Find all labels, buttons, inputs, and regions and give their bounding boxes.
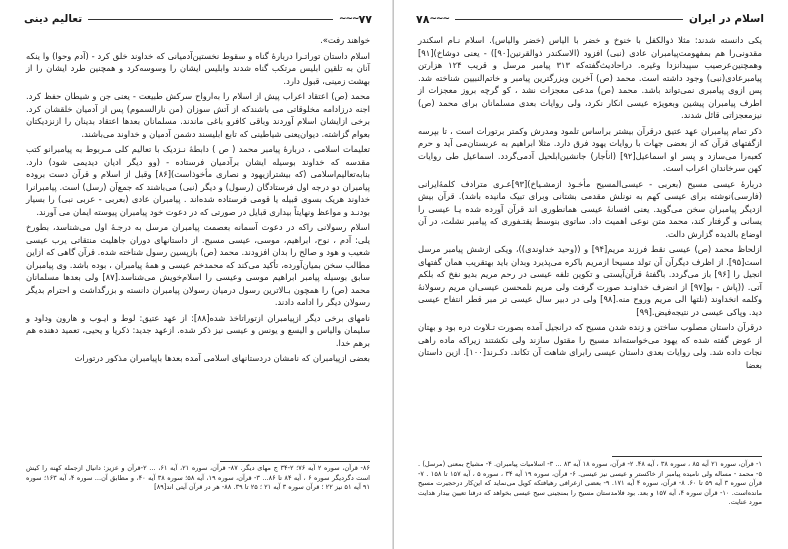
paragraph: تعلیمات اسلامی ، دربارهٔ پیامبر محمد ( ص ) دابطهٔ نـزدیک با تعالیم کلی مـربوط به پیامبرانو کتب مقدسه که خداوند بوسیله ایشان برآدمیان فرستاده - (وو دیگر ادیان دیدیمی شود) دارد. بنابه‌تعالیم‌اسلامی (که بیشترازیهود و نصاری مأخوذاست)[۸۶] وقبل از اسلام و قرآن دست بروده پیامبران دو درجه اول فرستادگان (رسول) و دیگر (نبی) می‌باشند که جمع‌آن (رسل) است. پیامبرانرا خداوند هریک بسوی قبیله یا قومی فرستاده شده‌اند . پیامبران عادی (بعربی - عربی نبی) را بسیار بودنـد و مواعظ ونهایتاً بیداری قبایل در صورتی که در دعوت خود پیامبران پیوسته ایمان می آورند. <box>26 144 370 217</box>
footnote-rule <box>220 461 370 462</box>
left-page-header <box>24 10 372 28</box>
paragraph: اسلام داستان توراتـرا دربارهٔ گناه و سقوط نخستین‌آدمیانی که خداوند خلق کرد - (آدم وحوا) وا ینکه آنان به تلقین ابلیس مرتکب گناه شدند وابلیس ایشان را وسوسه‌کرد و همچنین طرد ایشان را از بهشت زمینی، قبول دارد. <box>26 50 370 86</box>
paragraph: بعضی ازپیامبران که نامشان دردستانهای اسلامی آمده بعدها باپیامبران مذکور درتورات <box>74 353 370 363</box>
paragraph: ازلحاظ محمد (ص) عیسی نقط فرزند مریم[۹۴] و ((وحید خداوندی))، ویکی ازشش پیامبر مرسل است[۹۵]. از اظرف دیگرآن آن تولد مسیحا ازمریم باکره می‌پذیرد وبدان باید بهتقریب همان گفتهای انجیل را [۹۶] باز می‌گردد. باگفتهٔ قرآن‌آیستی و تکوین تلفه عیسی در رحم مریم بدیو نفخ که بلکم آتی. ((پاش - بو[۹۷] از انضرف خداونـد صورت گرفت ولی مریم نلمحسن عیسی‌ان مریم رسولانۀ وکلمه انخداوند (نلتها الی مریم وروح منه.[۹۸] ولی در دبیر سال عیسی تر مبر قطر انتفاح عیسی دید. وپاکی عیسی در نتیجه‌فیض.[۹۹] <box>418 244 763 317</box>
right-footnotes: ۱- قرآن، سوره ۲۱ آیه ۸۵ ، سوره ۳۸ ، آیه ۴۸. ۲- قرآن، سوره ۱۸ آیه ۸۳ ... ۳- اسلامیات پیامبران. ۴- مشیاخ بمعنی (مرسل) . ۵- محمد - مساله ولی نامیده پیامبر از خاکستر و عیسی نیز عیسی. ۶- قرآن، سوره ۱۹ آیه ۳۴ ، سوره ۵ ، آیه ۱۵۷ تا ۱۵۸ . ۷- قرآن سوره ۳ آیه ۵۹ تا ۶۰. ۸- قرآن، سوره ۴ آیه ۱۷۱. ۹- بعضی ازعرافی رهیافتکه کویل می‌نماید که این‌کار درحجیرت مسیح مانده‌است. ۱۰- قرآن سوره ۴، آیه ۱۵۷ و بعد. بود فلامدستان مسیح را بمنجینی سیح عیسی بخواهد که درفنا تعیین بیدار هدایت مورد عنایت. <box>418 460 762 507</box>
left-page-number: ۷۷ <box>358 12 372 26</box>
footnote-rule <box>612 456 762 457</box>
paragraph: محمد (ص) اعتقاد اعراب پیش از اسلام را به‌ارواح سرکش طبیعت - یعنی جن و شیطان حفظ کرد. اجنه درزادامه مخلوقاتی می باشندکه از آتش سوزان (من نارالسموم) پس از آدمیان خلقشان کرد. برخی ازایشان اسلام آوردند وباقی کافرو باغی ماندند. مسلمانان بعدها اعتقاد بدینان را ازنزدیکتان بعوام گزاشته. دیوان‌یعنی شیاطینی که تابع ابلیسند دشمن آدمیان و خداوند می‌باشند. <box>26 91 370 139</box>
header-ornament-icon: ∽∽∽ <box>429 14 450 24</box>
right-page <box>394 0 788 549</box>
left-footnotes: ۸۶- قرآن، سوره ۲ آیه ۷۶؛ ۲-۳۴ ج مهای دیگر. ۸۷- قرآن، سوره ۲۱، آیه ۶۱، ... ۲-قرآن و عزیز: دانیال ازجمله کهنه را کیش است دگردیگر سوره ۶ ، آیه ۸۴ تا ۸۶... ۳- قرآن، سوره ۱۹، آیه ۵۸؛ سوره ۳۸ آیه ۴۰، و مطابق آن... سوره ۴، آیه ۱۶۳؛ سوره ۹۱ آیه ۵۱ نیز ۲۲ ؛ قرآن سوره ۳ آیه ۲۱ ؛ ۲۵ تا ۳۹. ۸۸- هر در قرآن آیتی اند[۸۹] <box>26 464 370 492</box>
right-page-number: ۷۸ <box>416 12 430 26</box>
paragraph: درقرآن داستان مصلوب ساختن و زنده شدن مسیح که درانجیل آمده بصورت تـلاوت دره بود و بهتان از عوض گفته شده که یهود می‌خواسته‌اند مسیح را مقتول سازند ولی نکشتند زیراکه ماده راهی نجات داده شد. ولی روایات بعدی داستان عیسی رابرای شاهت آن تکاند. دکـرند[۱۰۰]. ازین داستان بعضا <box>418 322 762 370</box>
paragraph: اسلام رسولانی راکه در دعوت آسمانه بعصمت پیامبران مرسل به درجـهٔ اول می‌شناسد، بطورخ یلی: آدم ، نوح، ابراهیم، موسی، عیسی مسیح. از داستانهای دوران جاهلیت منتقاتی یرب عیسی شعیب و هود و صالح را بدان افزودند. محمد (ص) بازپسین رسول شناخته شده. قرآن گاهی که ازاین مطالب سخن بمیان‌آورده، تأکید می‌کند که محمدخم عیسی و همهٔ پیامبران ، بوده باشد. وی پیامبران سابق بوسیله پیامبر ابراهیم موسی وعیسی را اسلام‌خویش می‌شناسد.[۸۷] ولی بعدها مسلمانان محمد (ص) را همچون بـالاترین رسول درمیان رسولان پیامبران دانسته و بزرگداشت و احترام بدیگر رسولان دیگر را ادامه دادند. <box>26 222 370 307</box>
paragraph: یکی دانسته شدند: مثلا ذوالکفل با خنوخ و خضر با الیاس (خضر والیاس). اسلام نـام اسکندر مقدونی‌را هم بمفهومت‌پیامبران عادی (نبی) افزود (الاسکندر ذوالقرنین[۹۰]) - یعنی دوشاخ)[۹۱] وهمچنین‌عرصیب سپیدانزدا وغیره. در‌احادیث‌گفته‌که ۳۱۳ پیامبر مرسل و قریب ۱۲۴ هزارتن پیامبرعادی(نبی) وجود داشته است. محمد (ص) آخرین ویزرگترین پیامبر و خاتم‌النبیین شناخته شد. پس ازوی پیامبری نمی‌تواند باشد. محمد (ص) مدعی معجزات نشد ، کو گرچه بروز معجزات از اطرف پیامبران پیشین وبعویژه عیسی انکار نکرد، ولی روایات بعدی مسلمانان برای محمد (ص) نیزمعجزاتی قائل شدند. <box>418 35 763 120</box>
left-page-body <box>26 34 370 434</box>
right-running-head: اسلام در ایران <box>689 13 764 25</box>
right-page-body <box>418 34 762 454</box>
paragraph: نامهای برخی دیگر ازپیامبران ازتوراتاخذ شده[۸۸]: از عهد عتیق: لوط و ایـوب و هارون وداود و سلیمان والیاس و الیسع و یونس و عیسی نیز ذکر شده. ازعهد جدید: ذکریا و یحیی، تعمید دهنده هم برهم خدا. <box>26 312 370 348</box>
header-rule <box>455 19 683 20</box>
paragraph: ذکر تمام پیامبران عهد عتیق درقرآن بیشتر براساس تلمود ومدرش وکمتر برتورات است ، تا بپرسه ازگفتهای قرآن که از بعضی جهات با روایات یهود فرق دارد. مثلا ابراهیم به عربستان‌می آید و حرم کعبه‌را می‌سازد و پسر او اسماعیل[۹۲] (انأجار) جانشین‌ابلحیل آدمی‌گردد. اسماعیل طی روایات کهن سرخاندان اعراب است. <box>418 125 762 173</box>
left-running-head: تعالیم دینی <box>24 13 83 25</box>
header-ornament-icon: ∽∽∽ <box>338 14 359 24</box>
paragraph: خواهند رفت». <box>320 35 370 45</box>
header-rule <box>88 19 333 20</box>
right-page-header <box>416 10 764 28</box>
paragraph: دربارهٔ عیسی مسیح (بعربی - عیسی‌المسیح مأخـوذ ازمشـیاخ)[۹۳]عـری مترادف کلمهٔ‌ایرانی‌ (فارسی)نوشته برای عیسی کهم به نونلش مقدمی بشتانی وبرای تبیک مانیده باشد). قرآن بیش ازدیگر پیامبران سخن می‌گوید. یعنی افسانهٔ عیسی همانطوری اند قرآن آورده شده یـا عیسی را یسانی و گرفتار کند، محمد متن نوعی اهمیت داد. ساتوی بنوسط یقتـفوری که پیامبر نشلت، در آن اوضاع بالدیده گزارش دالت. <box>418 178 762 239</box>
